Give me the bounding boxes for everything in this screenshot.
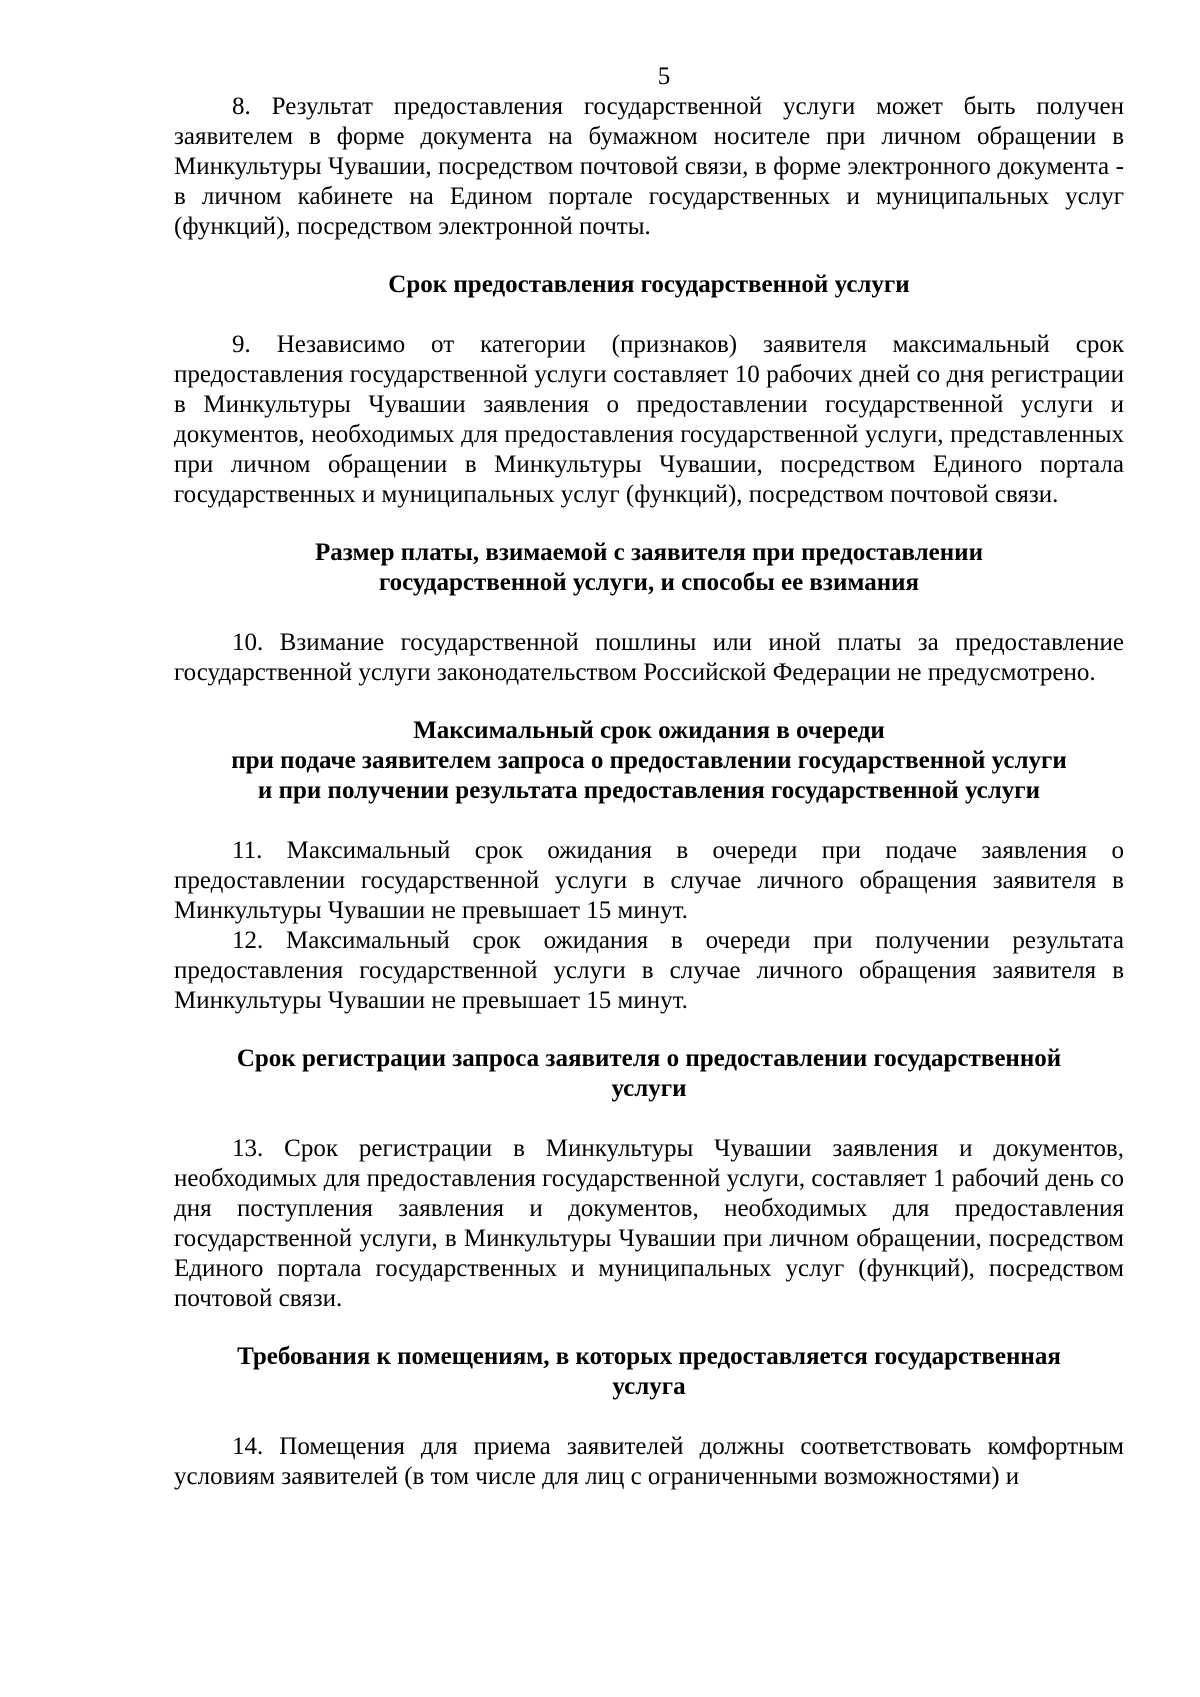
- heading-line: Требования к помещениям, в которых предоставляется государственная: [237, 1343, 1061, 1370]
- heading-line: государственной услуги, и способы ее взимания: [378, 569, 920, 596]
- heading-line: Размер платы, взимаемой с заявителя при предоставлении: [315, 539, 983, 566]
- paragraph-14: 14. Помещения для приема заявителей должны соответствовать комфортным условиям заявителей (в том числе для лиц с ограниченными возможностями) и: [174, 1433, 1124, 1490]
- heading-line: и при получении результата предоставления государственной услуги: [257, 777, 1041, 804]
- heading-line: услуги: [611, 1075, 687, 1102]
- heading-line: при подаче заявителем запроса о предоставлении государственной услуги: [231, 747, 1067, 774]
- heading-premises: [174, 1342, 1124, 1402]
- heading-queue: [174, 716, 1124, 806]
- paragraph-12: 12. Максимальный срок ожидания в очереди при получении результата предоставления государственной услуги в случае личного обращения заявителя в Минкультуры Чувашии не превышает 15 минут.: [174, 927, 1124, 1014]
- heading-line: услуга: [612, 1373, 686, 1400]
- paragraph-8: 8. Результат предоставления государственной услуги может быть получен заявителем в форме документа на бумажном носителе при личном обращении в Минкультуры Чувашии, посредством почтовой связи, в форме электронного документа - в личном кабинете на Едином портале государственных и муниципальных услуг (функций), посредством электронной почты.: [174, 93, 1124, 240]
- paragraph-13: 13. Срок регистрации в Минкультуры Чувашии заявления и документов, необходимых для предоставления государственной услуги, составляет 1 рабочий день со дня поступления заявления и документов, необходимых для предоставления государственной услуги, в Минкультуры Чувашии при личном обращении, посредством Единого портала государственных и муниципальных услуг (функций), посредством почтовой связи.: [174, 1135, 1124, 1312]
- heading-fee: [174, 538, 1124, 598]
- heading-service-term: [174, 270, 1124, 300]
- heading-registration: [174, 1044, 1124, 1104]
- page-number: 5: [657, 63, 671, 90]
- heading-line: Срок предоставления государственной услуги: [388, 271, 910, 298]
- paragraph-9: 9. Независимо от категории (признаков) заявителя максимальный срок предоставления государственной услуги составляет 10 рабочих дней со дня регистрации в Минкультуры Чувашии заявления о предоставлении государственной услуги и документов, необходимых для предоставления государственной услуги, представленных при личном обращении в Минкультуры Чувашии, посредством Единого портала государственных и муниципальных услуг (функций), посредством почтовой связи.: [174, 331, 1124, 508]
- paragraph-11: 11. Максимальный срок ожидания в очереди при подаче заявления о предоставлении государственной услуги в случае личного обращения заявителя в Минкультуры Чувашии не превышает 15 минут.: [174, 837, 1124, 924]
- paragraph-10: 10. Взимание государственной пошлины или иной платы за предоставление государственной услуги законодательством Российской Федерации не предусмотрено.: [174, 629, 1124, 686]
- heading-line: Максимальный срок ожидания в очереди: [413, 717, 885, 744]
- heading-line: Срок регистрации запроса заявителя о предоставлении государственной: [236, 1045, 1062, 1072]
- document-page: [174, 62, 1124, 1492]
